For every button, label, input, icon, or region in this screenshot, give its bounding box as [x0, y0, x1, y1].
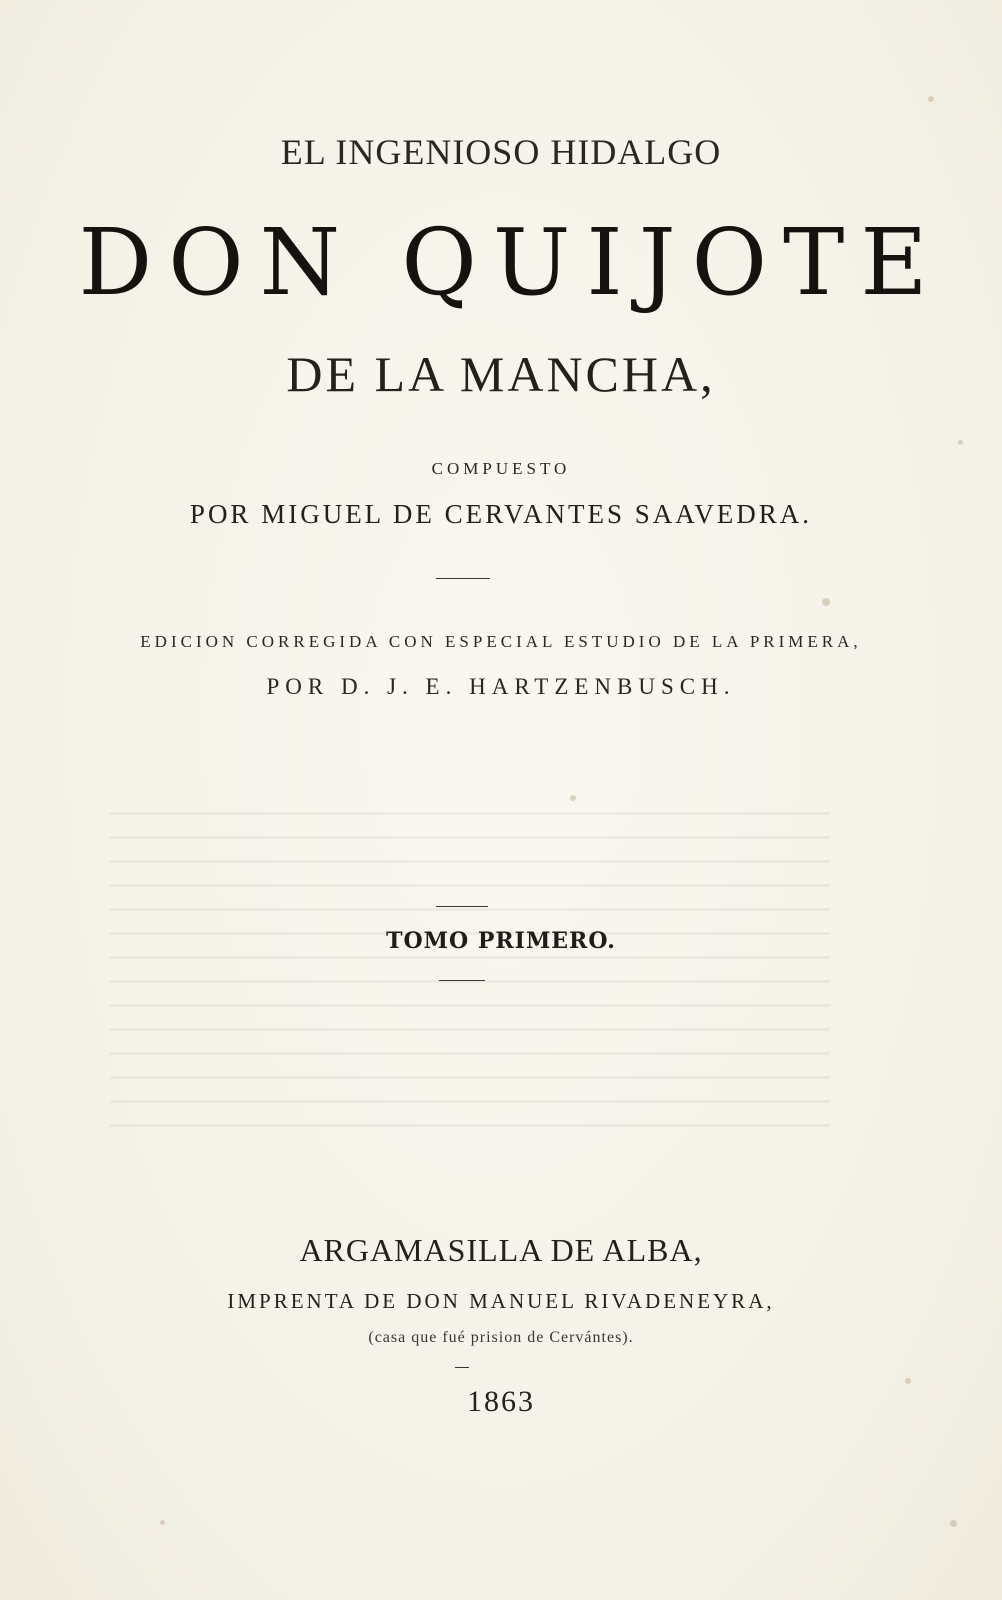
- main-title: DON QUIJOTE: [78, 209, 944, 316]
- divider-rule: [439, 980, 485, 981]
- subtitle-hidalgo: EL INGENIOSO HIDALGO: [280, 132, 722, 172]
- title-de-la-mancha: DE LA MANCHA,: [286, 346, 716, 402]
- bleed-through-text: [110, 800, 830, 1130]
- paper-speck: [905, 1378, 911, 1384]
- imprint-place: ARGAMASILLA DE ALBA,: [299, 1232, 703, 1268]
- imprint-note: (casa que fué prision de Cervántes).: [368, 1329, 634, 1346]
- imprint-year: 1863: [467, 1385, 535, 1418]
- author-line: POR MIGUEL DE CERVANTES SAAVEDRA.: [189, 499, 813, 529]
- volume-label: TOMO PRIMERO.: [386, 928, 616, 954]
- divider-rule: [436, 906, 488, 907]
- paper-speck: [928, 96, 934, 102]
- divider-rule: [436, 578, 490, 579]
- imprint-printer: IMPRENTA DE DON MANUEL RIVADENEYRA,: [227, 1289, 775, 1313]
- editor-line: POR D. J. E. HARTZENBUSCH.: [266, 674, 736, 699]
- paper-speck: [570, 795, 576, 801]
- edition-note: EDICION CORREGIDA CON ESPECIAL ESTUDIO DE LA PRIMERA,: [140, 632, 862, 651]
- paper-speck: [950, 1520, 957, 1527]
- paper-speck: [160, 1520, 165, 1525]
- compuesto-label: COMPUESTO: [431, 459, 571, 478]
- paper-speck: [958, 440, 963, 445]
- paper-speck: [822, 598, 830, 606]
- divider-rule: [455, 1367, 469, 1368]
